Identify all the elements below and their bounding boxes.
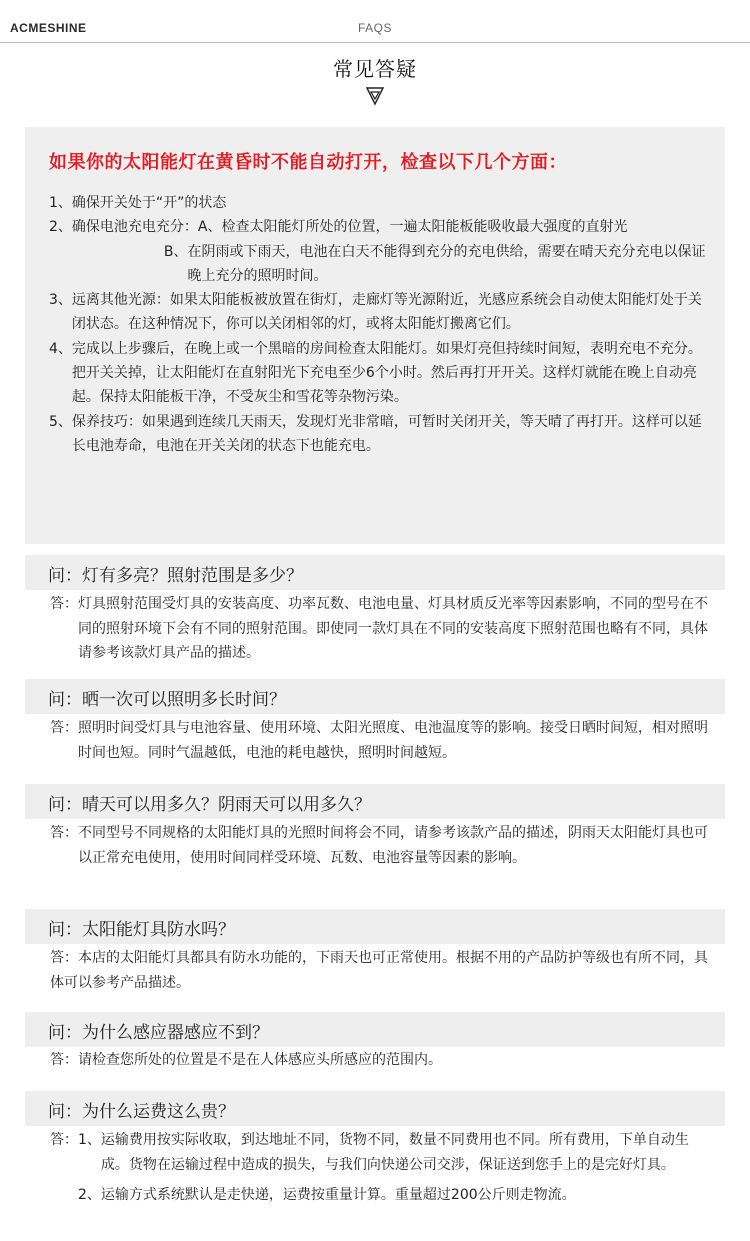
answer-text: 答：请检查您所处的位置是不是在人体感应头所感应的范围内。 [50, 1052, 442, 1068]
double-down-triangle-icon [366, 86, 384, 106]
troubleshoot-list [49, 191, 709, 458]
answer-label: 答： [50, 825, 78, 841]
answer-label: 答： [50, 1132, 78, 1148]
list-item [49, 215, 709, 288]
item-text: 运输方式系统默认是走快递，运费按重量计算。重量超过200公斤则走物流。 [100, 1187, 576, 1203]
item-text: 确保开关处于“开”的状态 [71, 195, 227, 211]
answer-label: 答： [50, 720, 78, 736]
faq-question: 问：为什么运费这么贵？ [48, 1102, 235, 1122]
sub-label: B、 [163, 243, 188, 260]
page-header [0, 0, 750, 44]
sub-label: A、 [197, 219, 222, 236]
item-number: 2、 [49, 219, 72, 236]
faq-answer [50, 1048, 710, 1073]
item-number: 3、 [49, 292, 72, 309]
faq-question-bar [25, 555, 725, 590]
item-number: 1、 [49, 195, 72, 211]
item-lead: 确保电池充电充分： [71, 219, 198, 236]
answer-text: 不同型号不同规格的太阳能灯具的光照时间将会不同，请参考该款产品的描述，阴雨天太阳能灯具也可以正常充电使用，使用时间同样受环境、瓦数、电池容量等因素的影响。 [78, 825, 708, 866]
faq-question: 问：晴天可以用多久？阴雨天可以用多久？ [48, 795, 371, 815]
faq-answer [50, 821, 710, 870]
item-text: 远离其他光源：如果太阳能板被放置在街灯，走廊灯等光源附近，光感应系统会自动使太阳能灯处于关闭状态。在这种情况下，你可以关闭相邻的灯，或将太阳能灯搬离它们。 [71, 292, 702, 333]
list-item [78, 1128, 710, 1177]
troubleshoot-heading: 如果你的太阳能灯在黄昏时不能自动打开，检查以下几个方面： [49, 152, 567, 173]
faq-question-bar [25, 1012, 725, 1047]
item-number: 1、 [78, 1132, 101, 1148]
section-label: FAQS [357, 21, 392, 35]
faq-question: 问：晒一次可以照明多长时间？ [48, 690, 286, 710]
list-item [49, 337, 709, 410]
answer-label: 答： [50, 596, 78, 612]
faq-answer [50, 592, 710, 666]
faq-question-bar [25, 784, 725, 819]
header-divider [0, 42, 750, 43]
faq-answer [50, 1128, 710, 1208]
item-number: 5、 [49, 413, 72, 430]
list-item [49, 191, 709, 215]
troubleshoot-panel [25, 127, 725, 544]
answer-text: 灯具照射范围受灯具的安装高度、功率瓦数、电池电量、灯具材质反光率等因素影响，不同的型号在不同的照射环境下会有不同的照射范围。即使同一款灯具在不同的安装高度下照射范围也略有不同，具体请参考该款灯具产品的描述。 [78, 596, 708, 661]
item-text: 保养技巧：如果遇到连续几天雨天，发现灯光非常暗，可暂时关闭开关，等天晴了再打开。这样可以延长电池寿命，电池在开关关闭的状态下也能充电。 [71, 413, 702, 454]
brand-logo: ACMESHINE [10, 21, 87, 35]
sub-text: 检查太阳能灯所处的位置，一遍太阳能板能吸收最大强度的直射光 [221, 219, 628, 236]
faq-question: 问：灯有多亮？照射范围是多少？ [48, 566, 303, 586]
item-number: 2、 [78, 1187, 101, 1203]
sub-item [164, 240, 709, 289]
faq-question: 问：太阳能灯具防水吗？ [48, 920, 235, 940]
list-item [49, 288, 709, 337]
page-title: 常见答疑 [333, 57, 417, 81]
sub-list [163, 215, 709, 288]
faq-answer [50, 946, 710, 995]
sub-text: 在阴雨或下雨天，电池在白天不能得到充分的充电供给，需要在晴天充分充电以保证晚上充分的照明时间。 [187, 243, 706, 284]
item-number: 4、 [49, 340, 72, 357]
item-text: 运输费用按实际收取，到达地址不同，货物不同，数量不同费用也不同。所有费用，下单自动生成。货物在运输过程中造成的损失，与我们向快递公司交涉，保证送到您手上的是完好灯具。 [100, 1132, 689, 1173]
answer-text: 答：本店的太阳能灯具都具有防水功能的，下雨天也可正常使用。根据不用的产品防护等级也有所不同，具体可以参考产品描述。 [50, 950, 708, 991]
answer-text: 照明时间受灯具与电池容量、使用环境、太阳光照度、电池温度等的影响。接受日晒时间短，相对照明时间也短。同时气温越低，电池的耗电越快，照明时间越短。 [78, 720, 708, 761]
faq-question-bar [25, 679, 725, 714]
faq-question: 问：为什么感应器感应不到？ [48, 1023, 269, 1043]
faq-question-bar [25, 909, 725, 944]
item-text: 完成以上步骤后，在晚上或一个黑暗的房间检查太阳能灯。如果灯亮但持续时间短，表明充电不充分。把开关关掉，让太阳能灯在直射阳光下充电至少6个小时。然后再打开开关。这样灯就能在晚上自动亮起。保持太阳能板干净，不受灰尘和雪花等杂物污染。 [71, 340, 702, 406]
list-item [49, 410, 709, 459]
faq-answer [50, 716, 710, 765]
sub-item [198, 215, 709, 239]
faq-question-bar [25, 1091, 725, 1126]
list-item [78, 1183, 710, 1208]
answer-list [78, 1128, 710, 1208]
